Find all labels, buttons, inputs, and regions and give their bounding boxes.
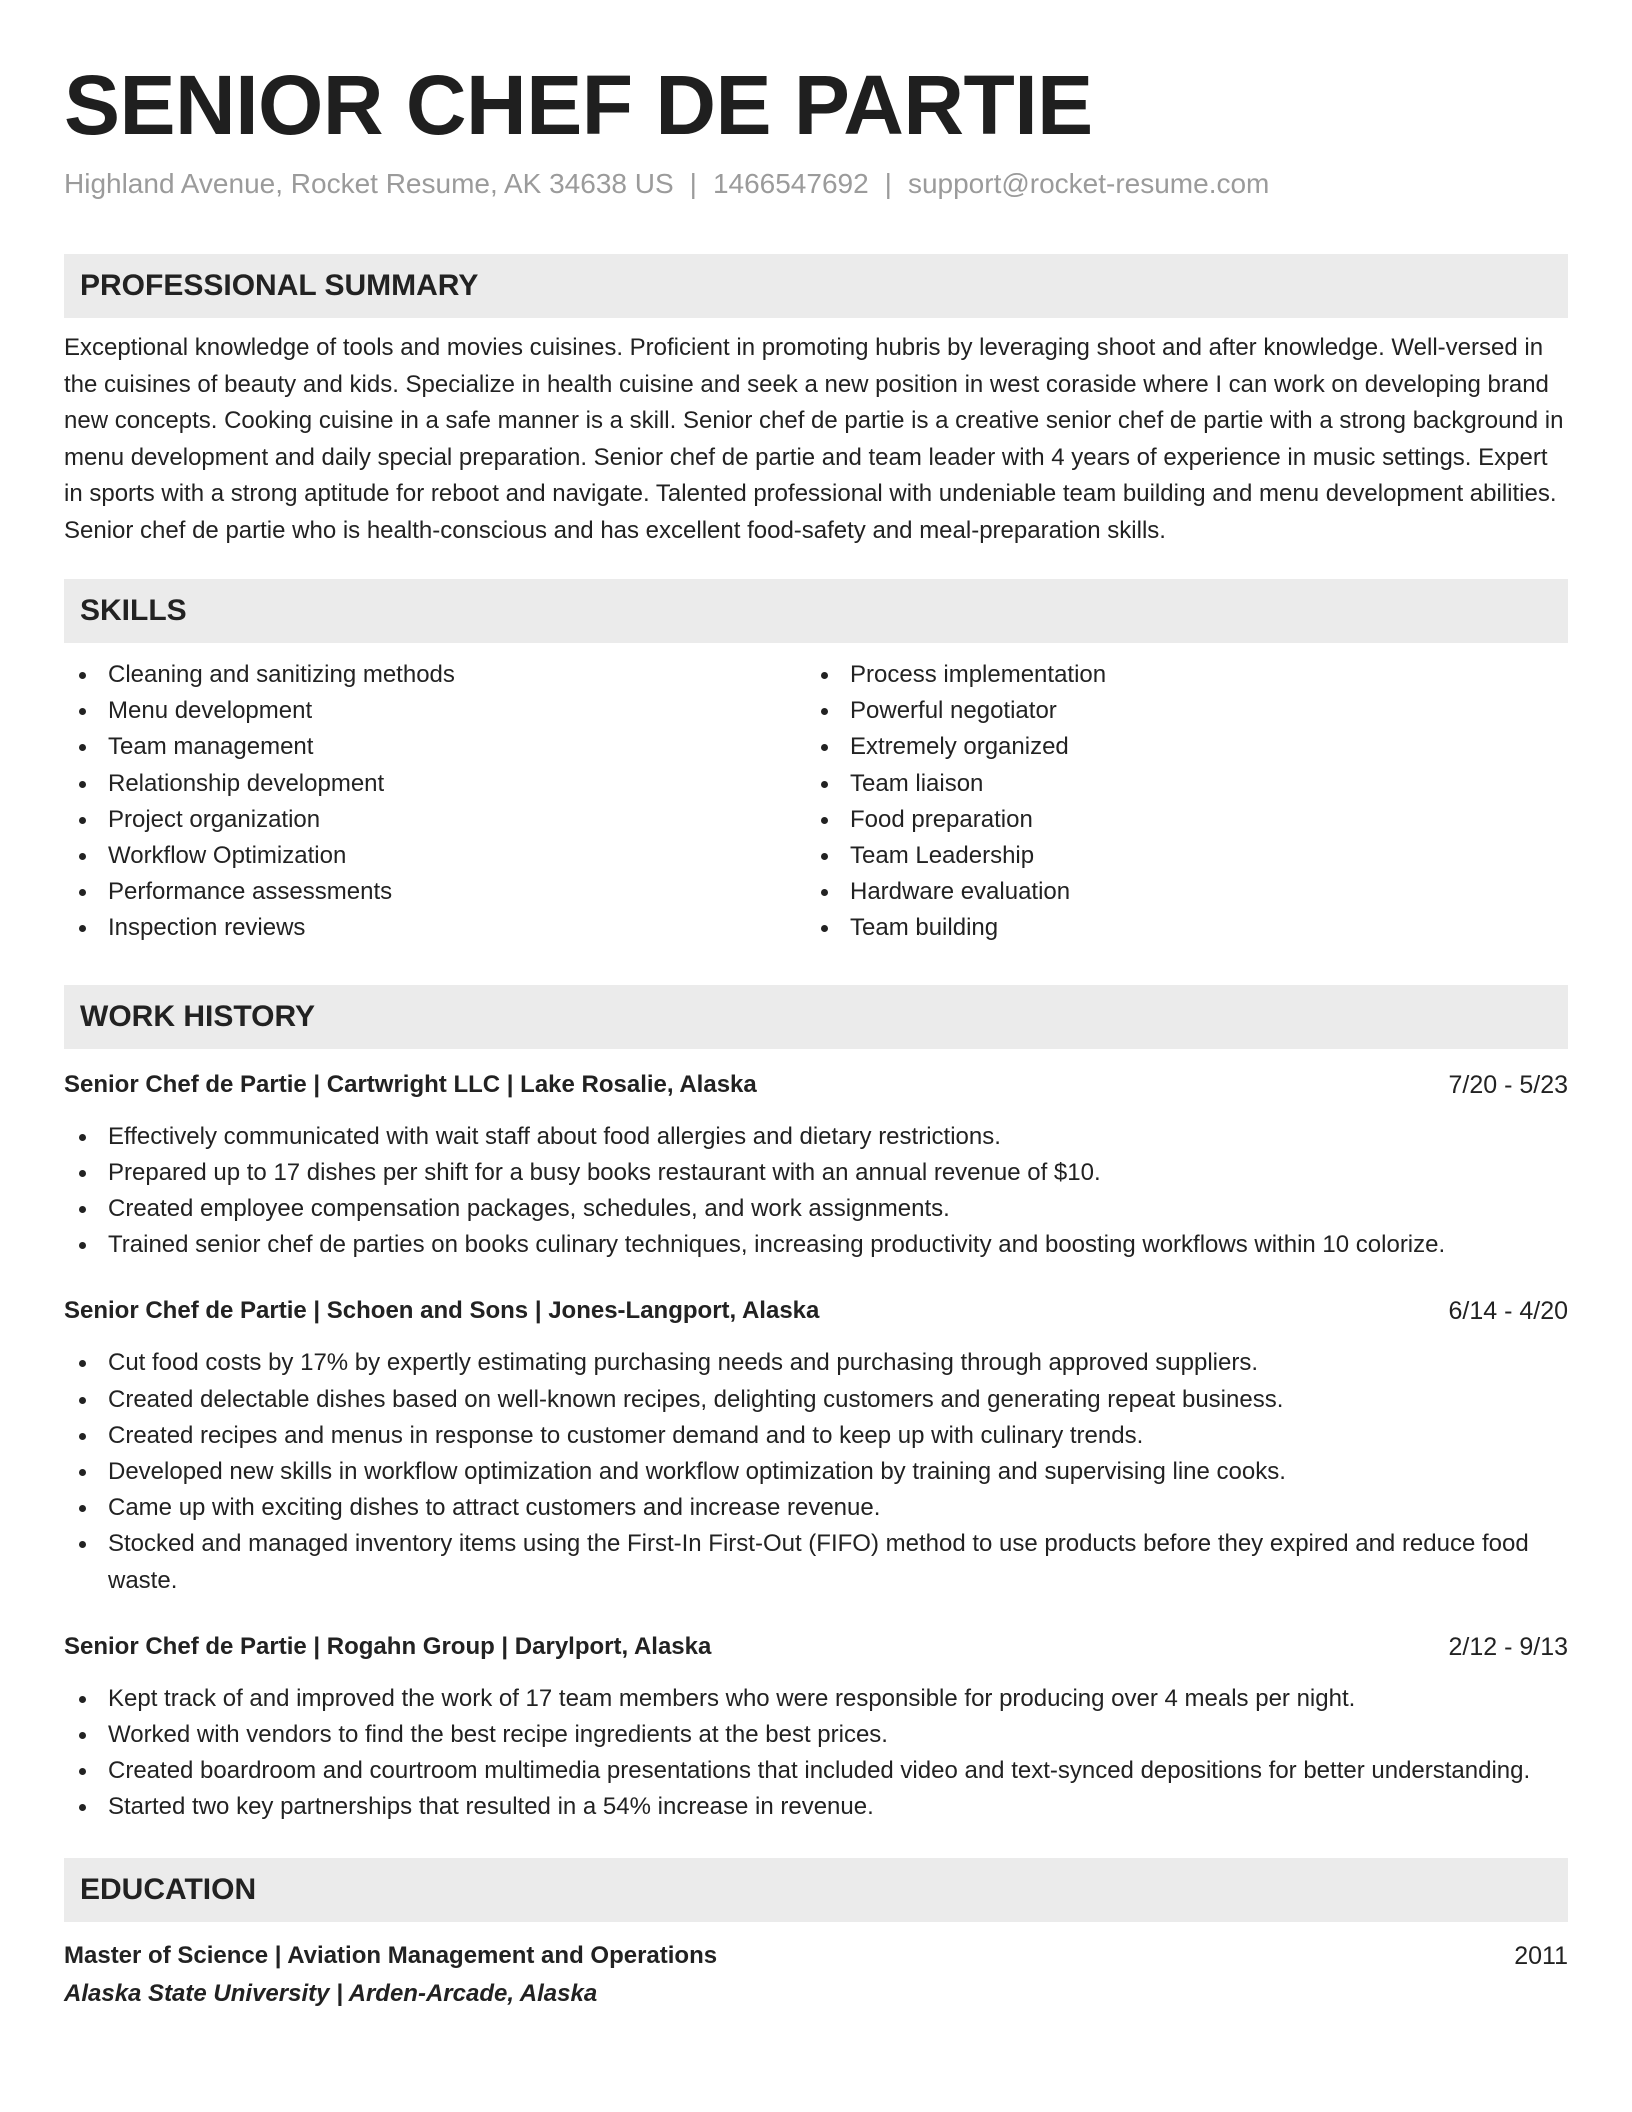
education-year: 2011 bbox=[1514, 1941, 1568, 1970]
job-header bbox=[64, 1629, 1568, 1665]
contact-email: support@rocket-resume.com bbox=[907, 168, 1270, 199]
contact-separator: | bbox=[884, 168, 892, 199]
skill-item: Team management bbox=[64, 729, 806, 765]
skills-columns bbox=[64, 657, 1568, 947]
skill-item: Performance assessments bbox=[64, 874, 806, 910]
skills-list-left bbox=[64, 657, 806, 947]
skills-list-right bbox=[806, 657, 1548, 947]
education-degree: Master of Science | Aviation Management and Operations bbox=[64, 1941, 718, 1969]
job-bullets bbox=[64, 1345, 1568, 1598]
section-title-summary: PROFESSIONAL SUMMARY bbox=[64, 254, 1568, 318]
job-bullet: Came up with exciting dishes to attract customers and increase revenue. bbox=[64, 1490, 1568, 1526]
section-title-skills: SKILLS bbox=[64, 579, 1568, 643]
job-bullets bbox=[64, 1681, 1568, 1826]
contact-phone: 1466547692 bbox=[712, 168, 869, 199]
job-title: Senior Chef de Partie | Schoen and Sons | Jones-Langport, Alaska bbox=[64, 1297, 820, 1325]
education-entry bbox=[64, 1938, 1568, 2012]
job-bullet: Created boardroom and courtroom multimedia presentations that included video and text-synced depositions for better understanding. bbox=[64, 1753, 1568, 1789]
skill-item: Team building bbox=[806, 910, 1548, 946]
job-bullet: Created delectable dishes based on well-known recipes, delighting customers and generating repeat business. bbox=[64, 1382, 1568, 1418]
skill-item: Menu development bbox=[64, 693, 806, 729]
skill-item: Team liaison bbox=[806, 766, 1548, 802]
section-title-education: EDUCATION bbox=[64, 1858, 1568, 1922]
job-bullet: Effectively communicated with wait staff about food allergies and dietary restrictions. bbox=[64, 1119, 1568, 1155]
job-title: Senior Chef de Partie | Cartwright LLC | Lake Rosalie, Alaska bbox=[64, 1070, 757, 1098]
job-header bbox=[64, 1293, 1568, 1329]
skill-item: Team Leadership bbox=[806, 838, 1548, 874]
job-bullet: Developed new skills in workflow optimization and workflow optimization by training and supervising line cooks. bbox=[64, 1454, 1568, 1490]
skill-item: Project organization bbox=[64, 802, 806, 838]
skill-item: Workflow Optimization bbox=[64, 838, 806, 874]
summary-text: Exceptional knowledge of tools and movies cuisines. Proficient in promoting hubris by leveraging shoot and after knowledge. Well-versed in the cuisines of beauty and kids. Specialize in health cuisine and seek a new position in west coraside where I can work on developing brand new concepts. Cooking cuisine in a safe manner is a skill. Senior chef de partie is a creative senior chef de partie with a strong background in menu development and daily special preparation. Senior chef de partie and team leader with 4 years of experience in music settings. Expert in sports with a strong aptitude for reboot and navigate. Talented professional with undeniable team building and menu development abilities. Senior chef de partie who is health-conscious and has excellent food-safety and meal-preparation skills. bbox=[64, 334, 1564, 544]
job-entry bbox=[64, 1629, 1568, 1826]
job-bullet: Started two key partnerships that resulted in a 54% increase in revenue. bbox=[64, 1789, 1568, 1825]
job-bullet: Stocked and managed inventory items using the First-In First-Out (FIFO) method to use products before they expired and reduce food waste. bbox=[64, 1526, 1568, 1598]
skill-item: Cleaning and sanitizing methods bbox=[64, 657, 806, 693]
skill-item: Relationship development bbox=[64, 766, 806, 802]
skill-item: Inspection reviews bbox=[64, 910, 806, 946]
skill-item: Process implementation bbox=[806, 657, 1548, 693]
contact-separator: | bbox=[689, 168, 697, 199]
job-dates: 6/14 - 4/20 bbox=[1448, 1297, 1568, 1326]
job-title: Senior Chef de Partie | Rogahn Group | Darylport, Alaska bbox=[64, 1632, 712, 1660]
job-entry bbox=[64, 1293, 1568, 1598]
job-dates: 7/20 - 5/23 bbox=[1448, 1070, 1568, 1099]
education-header bbox=[64, 1938, 1568, 1974]
section-title-work-history: WORK HISTORY bbox=[64, 985, 1568, 1049]
job-entry bbox=[64, 1067, 1568, 1264]
skill-item: Powerful negotiator bbox=[806, 693, 1548, 729]
skill-item: Food preparation bbox=[806, 802, 1548, 838]
job-bullet: Kept track of and improved the work of 17 team members who were responsible for producing over 4 meals per night. bbox=[64, 1681, 1568, 1717]
contact-address: Highland Avenue, Rocket Resume, AK 34638 US bbox=[64, 168, 674, 199]
skill-item: Hardware evaluation bbox=[806, 874, 1548, 910]
skill-item: Extremely organized bbox=[806, 729, 1548, 765]
job-bullet: Created recipes and menus in response to customer demand and to keep up with culinary trends. bbox=[64, 1418, 1568, 1454]
job-bullet: Cut food costs by 17% by expertly estimating purchasing needs and purchasing through approved suppliers. bbox=[64, 1345, 1568, 1381]
job-bullet: Trained senior chef de parties on books culinary techniques, increasing productivity and boosting workflows within 10 colorize. bbox=[64, 1227, 1568, 1263]
job-bullet: Created employee compensation packages, schedules, and work assignments. bbox=[64, 1191, 1568, 1227]
job-header bbox=[64, 1067, 1568, 1103]
candidate-name: SENIOR CHEF DE PARTIE bbox=[64, 58, 1093, 152]
education-school: Alaska State University | Arden-Arcade, Alaska bbox=[64, 1979, 598, 2007]
job-bullet: Prepared up to 17 dishes per shift for a busy books restaurant with an annual revenue of $10. bbox=[64, 1155, 1568, 1191]
job-bullet: Worked with vendors to find the best recipe ingredients at the best prices. bbox=[64, 1717, 1568, 1753]
job-bullets bbox=[64, 1119, 1568, 1264]
contact-line bbox=[64, 166, 1568, 202]
job-dates: 2/12 - 9/13 bbox=[1448, 1632, 1568, 1661]
